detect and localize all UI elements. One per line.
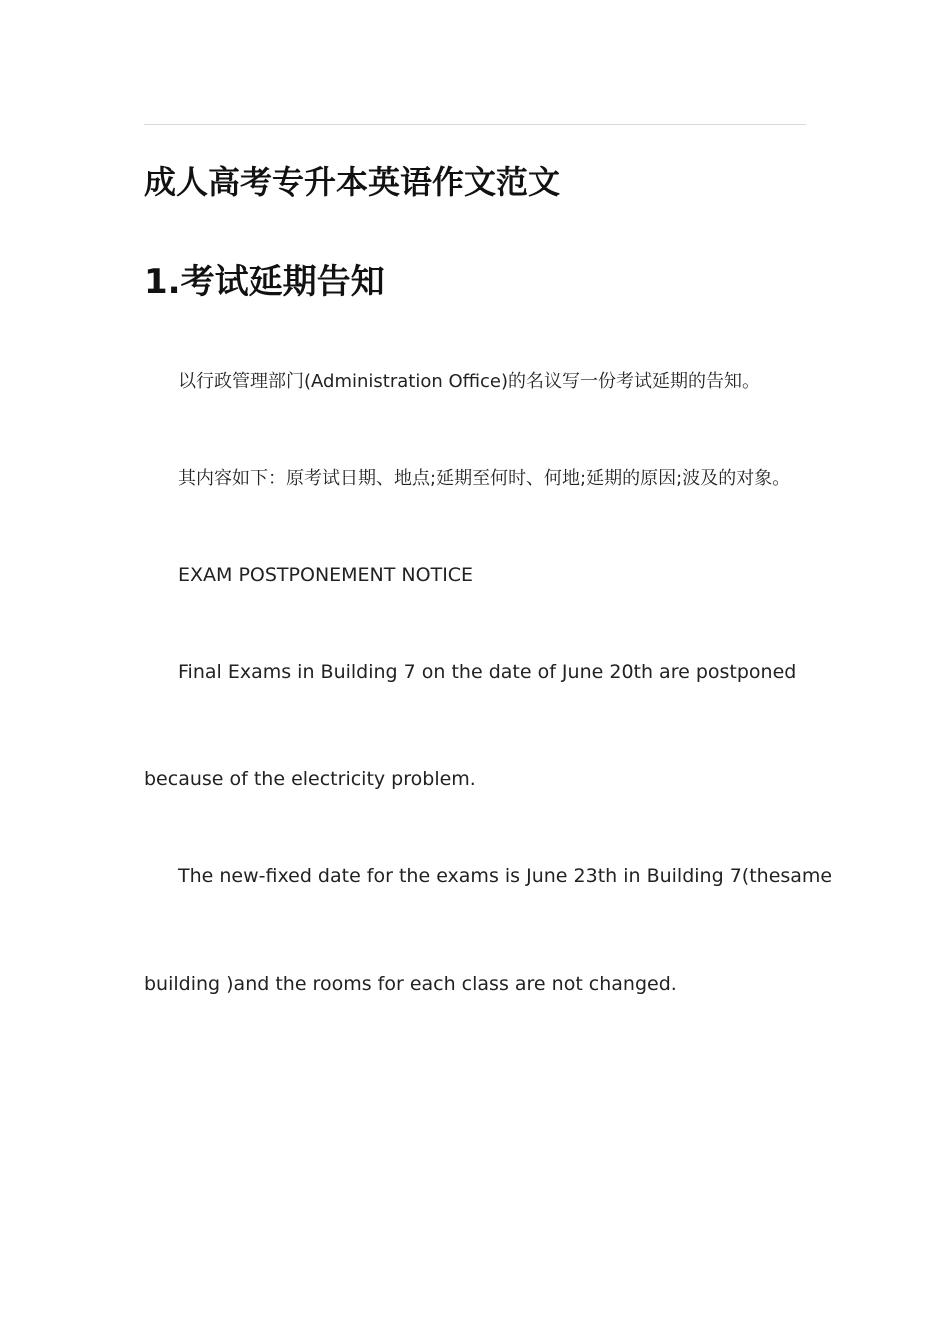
notice-paragraph-2-line-2: building )and the rooms for each class are not changed. [144, 973, 677, 995]
notice-paragraph-2-line-1: The new-fixed date for the exams is June 23th in Building 7(thesame [178, 865, 833, 887]
notice-paragraph-1-line-2: because of the electricity problem. [144, 768, 476, 790]
top-divider [144, 124, 806, 125]
notice-paragraph-1-line-1: Final Exams in Building 7 on the date of June 20th are postponed [178, 661, 797, 683]
document-title: 成人高考专升本英语作文范文 [144, 163, 561, 201]
notice-title: EXAM POSTPONEMENT NOTICE [178, 564, 474, 586]
paragraph-instruction: 以行政管理部门(Administration Office)的名议写一份考试延期的告知。 [178, 371, 761, 392]
section-heading: 1.考试延期告知 [144, 262, 385, 302]
paragraph-content-requirements: 其内容如下：原考试日期、地点;延期至何时、何地;延期的原因;波及的对象。 [178, 468, 791, 489]
